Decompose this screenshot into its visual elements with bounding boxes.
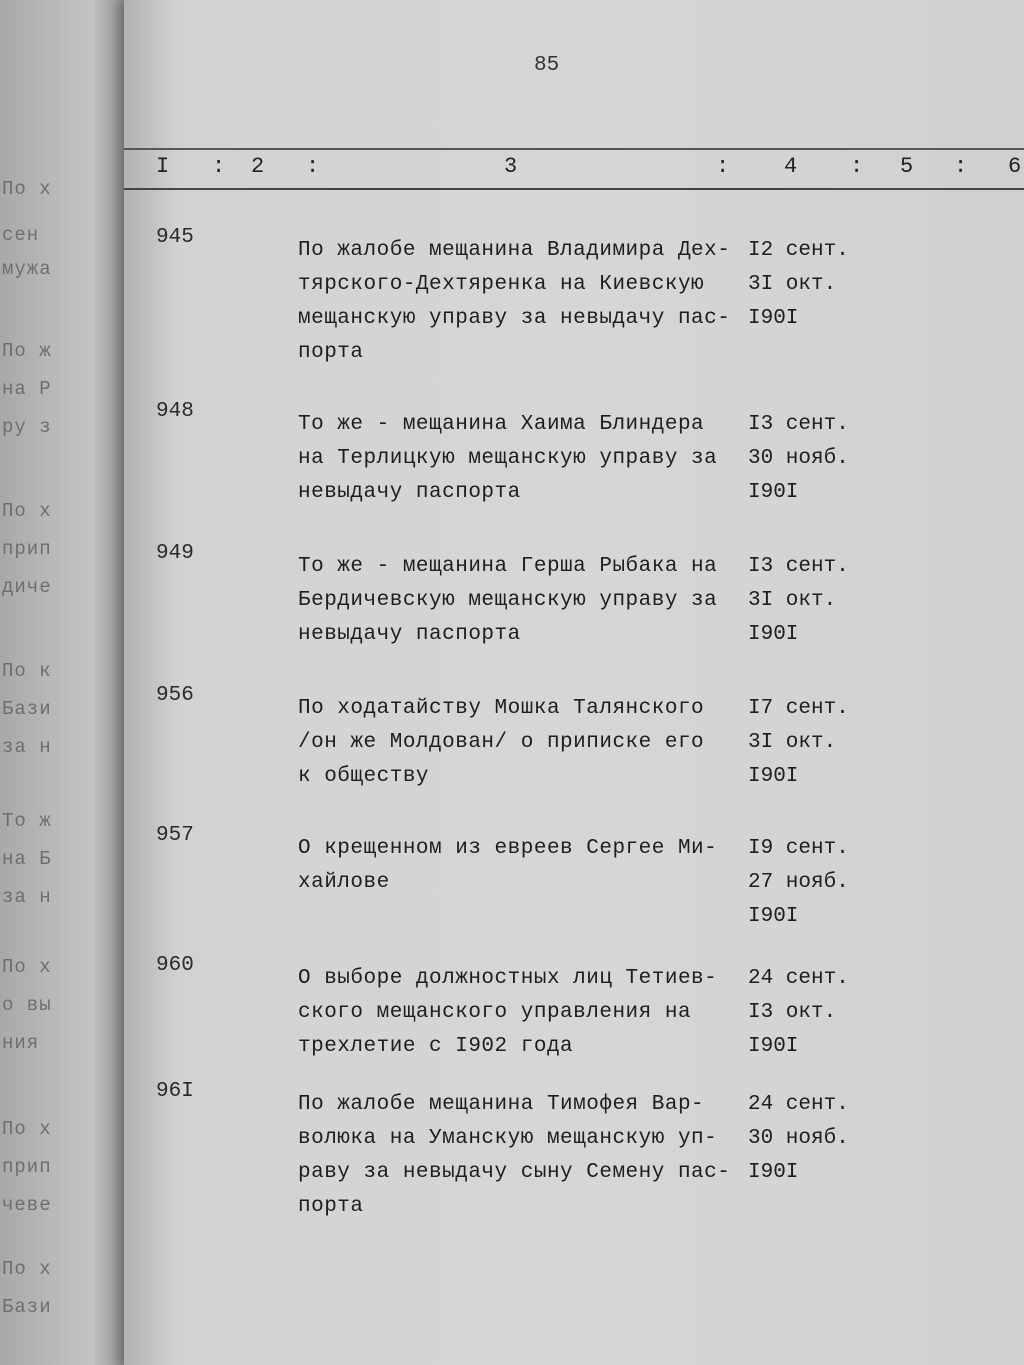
left-page-fragment: на Б xyxy=(2,848,52,870)
date-end: 3I окт. xyxy=(748,273,837,296)
date-year: I90I xyxy=(748,1035,799,1058)
description-line: То же - мещанина Хаима Блиндера xyxy=(298,413,705,436)
description-line: мещанскую управу за невыдачу пас- xyxy=(298,307,731,330)
entry-dates xyxy=(748,1088,888,1190)
left-page-fragment: мужа xyxy=(2,258,52,280)
entry-description xyxy=(298,692,758,794)
entry-dates xyxy=(748,550,888,652)
description-line: По жалобе мещанина Тимофея Вар- xyxy=(298,1093,705,1116)
left-page-fragment: По х xyxy=(2,178,52,200)
description-line: Бердичевскую мещанскую управу за xyxy=(298,589,718,612)
header-col-5: 5 xyxy=(900,154,914,179)
description-line: О выборе должностных лиц Тетиев- xyxy=(298,967,718,990)
entry-description xyxy=(298,234,758,370)
left-page-fragment: По х xyxy=(2,500,52,522)
description-line: О крещенном из евреев Сергее Ми- xyxy=(298,837,718,860)
left-page-fragment: По к xyxy=(2,660,52,682)
header-col-6: 6 xyxy=(1008,154,1022,179)
left-page-fragment: То ж xyxy=(2,810,52,832)
date-year: I90I xyxy=(748,1161,799,1184)
header-separator: : xyxy=(212,154,226,179)
header-separator: : xyxy=(306,154,320,179)
description-line: волюка на Уманскую мещанскую уп- xyxy=(298,1127,718,1150)
date-start: I3 сент. xyxy=(748,413,849,436)
header-col-3: 3 xyxy=(504,154,518,179)
header-rule-top xyxy=(124,148,1024,150)
entry-number: 96I xyxy=(156,1080,194,1103)
entry-number: 956 xyxy=(156,684,194,707)
entry-dates xyxy=(748,832,888,934)
left-page-fragment: По х xyxy=(2,956,52,978)
left-page-fragment: По х xyxy=(2,1118,52,1140)
date-start: I2 сент. xyxy=(748,239,849,262)
entry-description xyxy=(298,1088,758,1224)
description-line: /он же Молдован/ о приписке его xyxy=(298,731,705,754)
entry-description xyxy=(298,550,758,652)
description-line: порта xyxy=(298,341,364,364)
left-page-fragment: за н xyxy=(2,736,52,758)
description-line: По ходатайству Мошка Талянского xyxy=(298,697,705,720)
description-line: То же - мещанина Герша Рыбака на xyxy=(298,555,718,578)
header-col-2: 2 xyxy=(251,154,265,179)
header-col-4: 4 xyxy=(784,154,798,179)
description-line: невыдачу паспорта xyxy=(298,623,521,646)
left-page-fragment: По ж xyxy=(2,340,52,362)
description-line: хайлове xyxy=(298,871,390,894)
table-header xyxy=(124,148,1024,198)
header-separator: : xyxy=(954,154,968,179)
entry-number: 949 xyxy=(156,542,194,565)
left-page-fragment: сен xyxy=(2,224,40,246)
description-line: раву за невыдачу сыну Семену пас- xyxy=(298,1161,731,1184)
date-year: I90I xyxy=(748,623,799,646)
entry-dates xyxy=(748,692,888,794)
entry-dates xyxy=(748,962,888,1064)
left-page-fragment: прип xyxy=(2,1156,52,1178)
description-line: ского мещанского управления на xyxy=(298,1001,692,1024)
date-end: 30 нояб. xyxy=(748,1127,849,1150)
date-year: I90I xyxy=(748,905,799,928)
header-separator: : xyxy=(850,154,864,179)
left-page-fragment: Бази xyxy=(2,1296,52,1318)
date-start: 24 сент. xyxy=(748,1093,849,1116)
left-page-edge xyxy=(0,0,130,1365)
left-page-fragment: чеве xyxy=(2,1194,52,1216)
date-end: 3I окт. xyxy=(748,731,837,754)
left-page-fragment: диче xyxy=(2,576,52,598)
left-page-fragment: ния xyxy=(2,1032,40,1054)
left-page-fragment: прип xyxy=(2,538,52,560)
left-page-fragment: ру з xyxy=(2,416,52,438)
left-page-fragment: Бази xyxy=(2,698,52,720)
entry-number: 960 xyxy=(156,954,194,977)
description-line: порта xyxy=(298,1195,364,1218)
description-line: тярского-Дехтяренка на Киевскую xyxy=(298,273,705,296)
header-separator: : xyxy=(716,154,730,179)
date-end: 27 нояб. xyxy=(748,871,849,894)
left-page-fragment: о вы xyxy=(2,994,52,1016)
entry-description xyxy=(298,962,758,1064)
entry-dates xyxy=(748,234,888,336)
date-end: 3I окт. xyxy=(748,589,837,612)
description-line: трехлетие с I902 года xyxy=(298,1035,574,1058)
date-start: I3 сент. xyxy=(748,555,849,578)
date-start: I9 сент. xyxy=(748,837,849,860)
left-page-fragment: за н xyxy=(2,886,52,908)
entry-description xyxy=(298,408,758,510)
entry-dates xyxy=(748,408,888,510)
date-year: I90I xyxy=(748,307,799,330)
left-page-fragment: По х xyxy=(2,1258,52,1280)
date-year: I90I xyxy=(748,481,799,504)
description-line: к обществу xyxy=(298,765,430,788)
date-end: 30 нояб. xyxy=(748,447,849,470)
entry-number: 957 xyxy=(156,824,194,847)
date-start: I7 сент. xyxy=(748,697,849,720)
entry-description xyxy=(298,832,758,900)
description-line: По жалобе мещанина Владимира Дех- xyxy=(298,239,731,262)
entry-number: 945 xyxy=(156,226,194,249)
description-line: на Терлицкую мещанскую управу за xyxy=(298,447,718,470)
date-end: I3 окт. xyxy=(748,1001,837,1024)
page-number: 85 xyxy=(534,54,560,77)
header-col-1: I xyxy=(156,154,170,179)
description-line: невыдачу паспорта xyxy=(298,481,521,504)
header-rule-bottom xyxy=(124,188,1024,190)
date-start: 24 сент. xyxy=(748,967,849,990)
entry-number: 948 xyxy=(156,400,194,423)
date-year: I90I xyxy=(748,765,799,788)
left-page-fragment: на Р xyxy=(2,378,52,400)
